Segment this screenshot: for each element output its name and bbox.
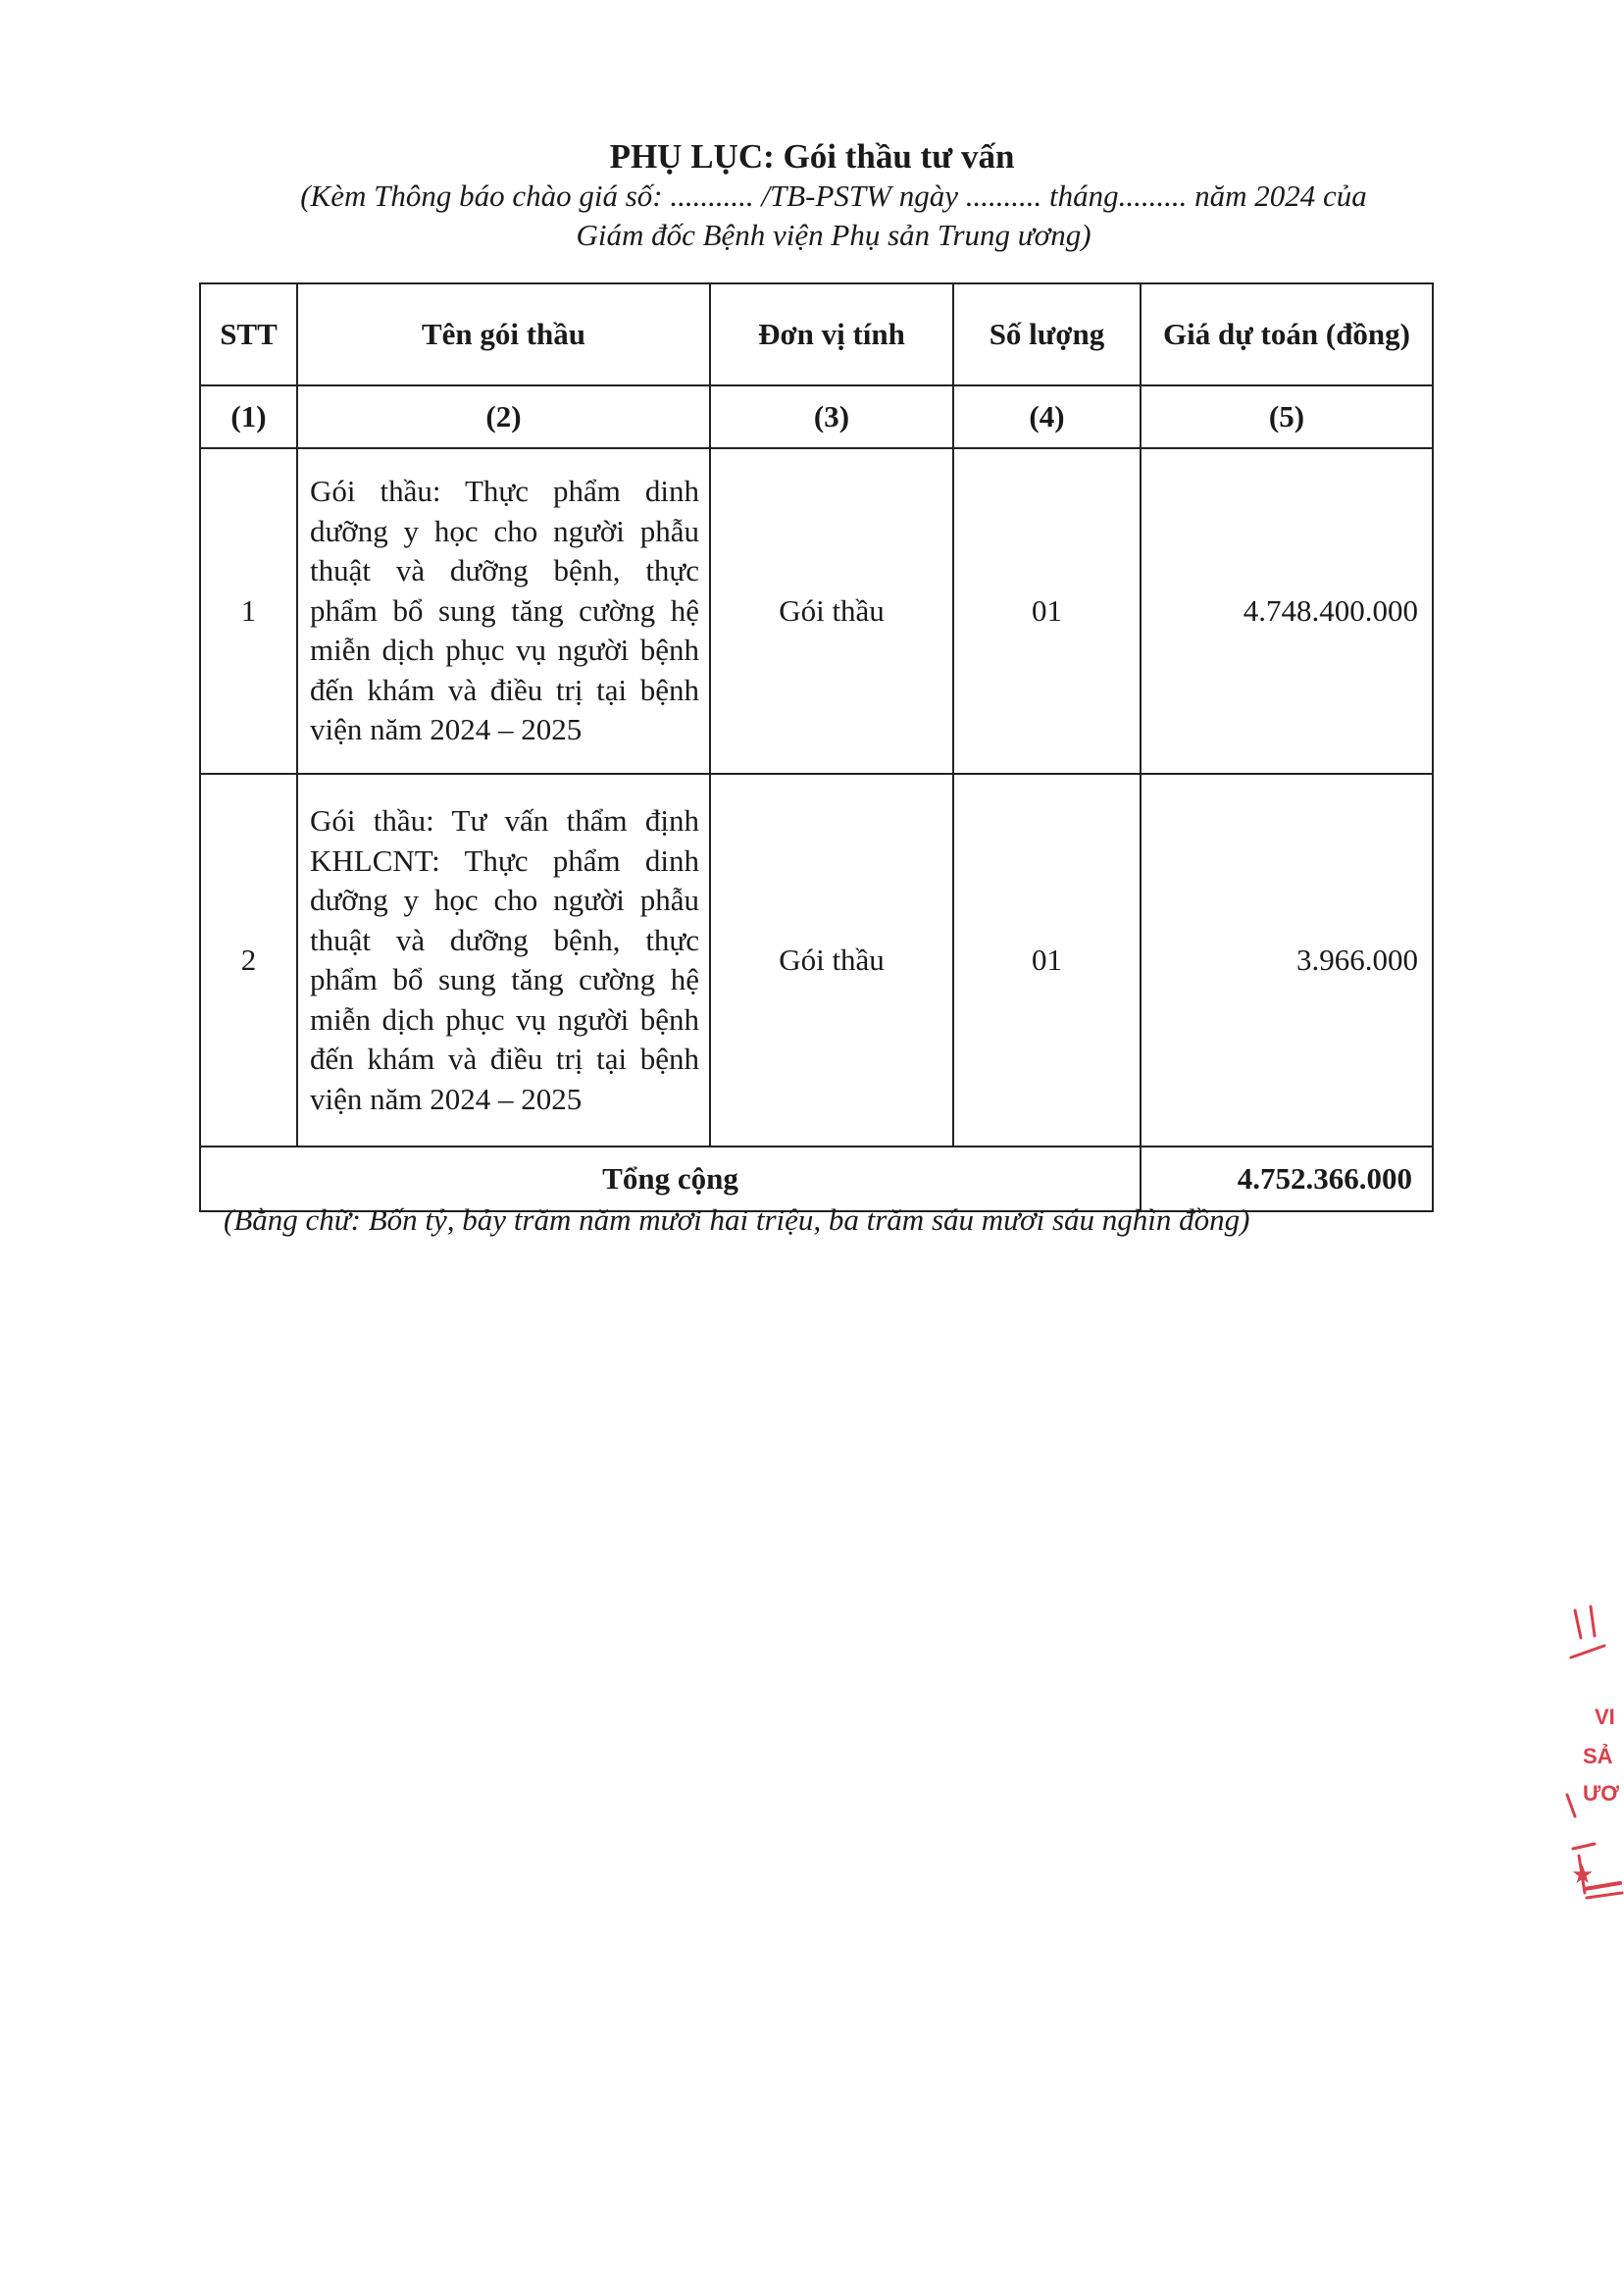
total-label: Tổng cộng: [200, 1147, 1141, 1211]
row-price: 4.748.400.000: [1141, 448, 1433, 774]
stamp-text-vi: VI: [1595, 1705, 1615, 1729]
page-title: PHỤ LỤC: Gói thầu tư vấn: [609, 137, 1015, 176]
bid-package-table: [199, 282, 1434, 1212]
header-name: Tên gói thầu: [297, 283, 710, 385]
header-unit: Đơn vị tính: [710, 283, 953, 385]
column-number: (3): [710, 385, 953, 448]
header-price: Giá dự toán (đồng): [1141, 283, 1433, 385]
row-unit: Gói thầu: [710, 448, 953, 774]
row-package-name: Gói thầu: Tư vấn thẩm định KHLCNT: Thực phẩm dinh dưỡng y học cho người phẫu thuật và dưỡng bệnh, thực phẩm bổ sung tăng cường hệ miễn dịch phục vụ người bệnh đến khám và điều trị tại bệnh viện năm 2024 – 2025: [297, 774, 710, 1147]
row-unit: Gói thầu: [710, 774, 953, 1147]
column-number: (2): [297, 385, 710, 448]
total-value: 4.752.366.000: [1141, 1147, 1433, 1211]
subtitle-line-2: Giám đốc Bệnh viện Phụ sản Trung ương): [576, 218, 1091, 252]
stamp-text-sa: SẢ: [1583, 1744, 1613, 1768]
header-qty: Số lượng: [953, 283, 1141, 385]
stamp-text-uo: ƯƠ: [1583, 1781, 1620, 1806]
column-number-row: [200, 385, 1433, 448]
header-stt: STT: [200, 283, 297, 385]
amount-in-words: (Bằng chữ: Bốn tỷ, bảy trăm năm mươi hai triệu, ba trăm sáu mươi sáu nghìn đồng): [224, 1202, 1250, 1237]
table-row: [200, 448, 1433, 774]
row-stt: 1: [200, 448, 297, 774]
table-header-row: [200, 283, 1433, 385]
row-price: 3.966.000: [1141, 774, 1433, 1147]
table-row: [200, 774, 1433, 1147]
stamp-star: ★: [1571, 1861, 1595, 1890]
row-quantity: 01: [953, 448, 1141, 774]
row-package-name: Gói thầu: Thực phẩm dinh dưỡng y học cho người phẫu thuật và dưỡng bệnh, thực phẩm bổ sung tăng cường hệ miễn dịch phục vụ người bệnh đến khám và điều trị tại bệnh viện năm 2024 – 2025: [297, 448, 710, 774]
column-number: (1): [200, 385, 297, 448]
stamp-fragment-icon: [1565, 1599, 1624, 1903]
row-stt: 2: [200, 774, 297, 1147]
row-quantity: 01: [953, 774, 1141, 1147]
column-number: (4): [953, 385, 1141, 448]
subtitle-line-1: (Kèm Thông báo chào giá số: ........... /TB-PSTW ngày .......... tháng......... năm 2024 của: [300, 178, 1367, 213]
column-number: (5): [1141, 385, 1433, 448]
